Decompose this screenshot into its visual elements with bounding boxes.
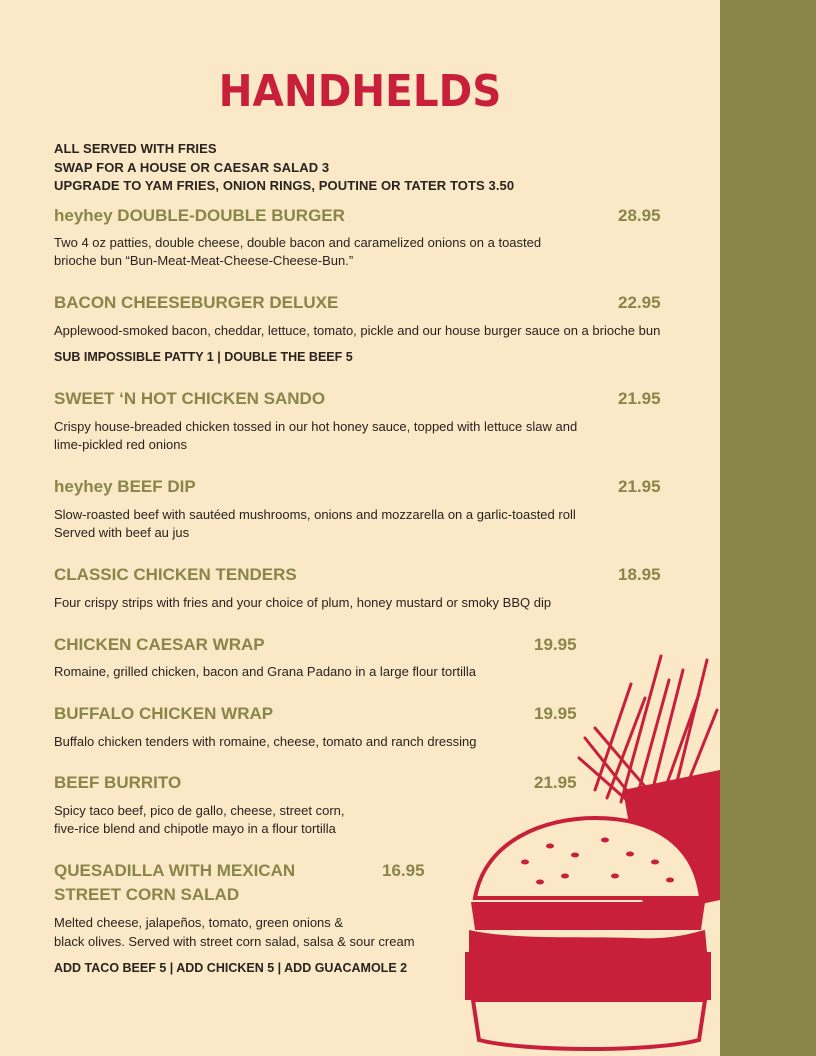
item-description-line: five-rice blend and chipotle mayo in a flour tortilla (54, 821, 336, 836)
item-name: BUFFALO CHICKEN WRAP (54, 704, 274, 723)
item-description-line: Applewood-smoked bacon, cheddar, lettuce, tomato, pickle and our house burger sauce on a brioche bun (54, 323, 661, 338)
item-price: 19.95 (534, 704, 577, 723)
item-name-line: QUESADILLA WITH MEXICAN (54, 861, 296, 880)
item-price: 19.95 (534, 635, 577, 654)
item-name: CHICKEN CAESAR WRAP (54, 635, 265, 654)
burger-and-fries-illustration (455, 640, 720, 1056)
item-price: 21.95 (534, 773, 577, 792)
item-name: BEEF BURRITO (54, 773, 182, 792)
item-description-line: Served with beef au jus (54, 525, 190, 540)
item-description-line: Melted cheese, jalapeños, tomato, green onions & (54, 915, 344, 930)
item-description-line: brioche bun “Bun-Meat-Meat-Cheese-Cheese-Bun.” (54, 253, 354, 268)
item-description-line: Romaine, grilled chicken, bacon and Grana Padano in a large flour tortilla (54, 664, 477, 679)
intro-line: SWAP FOR A HOUSE OR CAESAR SALAD 3 (54, 159, 330, 175)
item-description-line: Two 4 oz patties, double cheese, double bacon and caramelized onions on a toasted (54, 235, 542, 250)
item-price: 22.95 (618, 293, 661, 312)
side-color-bar (720, 0, 816, 1056)
item-description-line: Slow-roasted beef with sautéed mushrooms, onions and mozzarella on a garlic-toasted roll (54, 507, 576, 522)
item-name-line: STREET CORN SALAD (54, 885, 240, 904)
item-price: 28.95 (618, 206, 661, 225)
item-price: 21.95 (618, 477, 661, 496)
item-description-line: Spicy taco beef, pico de gallo, cheese, street corn, (54, 803, 345, 818)
item-name: heyhey DOUBLE-DOUBLE BURGER (54, 206, 345, 225)
item-description-line: Buffalo chicken tenders with romaine, cheese, tomato and ranch dressing (54, 734, 477, 749)
intro-notes (54, 140, 514, 196)
intro-line: ALL SERVED WITH FRIES (54, 141, 217, 156)
item-price: 16.95 (382, 861, 425, 880)
item-extras: SUB IMPOSSIBLE PATTY 1 | DOUBLE THE BEEF 5 (54, 350, 353, 364)
item-extras: ADD TACO BEEF 5 | ADD CHICKEN 5 | ADD GUACAMOLE 2 (54, 961, 408, 975)
item-name: heyhey BEEF DIP (54, 477, 196, 496)
item-description-line: black olives. Served with street corn salad, salsa & sour cream (54, 934, 415, 949)
burger-icon (465, 818, 711, 1049)
item-price: 21.95 (618, 389, 661, 408)
item-name: CLASSIC CHICKEN TENDERS (54, 565, 297, 584)
item-description-line: Four crispy strips with fries and your choice of plum, honey mustard or smoky BBQ dip (54, 595, 552, 610)
item-name: SWEET ‘N HOT CHICKEN SANDO (54, 389, 326, 408)
page-title: HANDHELDS (218, 66, 502, 117)
item-name: BACON CHEESEBURGER DELUXE (54, 293, 339, 312)
item-description-line: lime-pickled red onions (54, 437, 187, 452)
item-price: 18.95 (618, 565, 661, 584)
item-description-line: Crispy house-breaded chicken tossed in our hot honey sauce, topped with lettuce slaw and (54, 419, 578, 434)
intro-line: UPGRADE TO YAM FRIES, ONION RINGS, POUTINE OR TATER TOTS 3.50 (54, 178, 515, 193)
